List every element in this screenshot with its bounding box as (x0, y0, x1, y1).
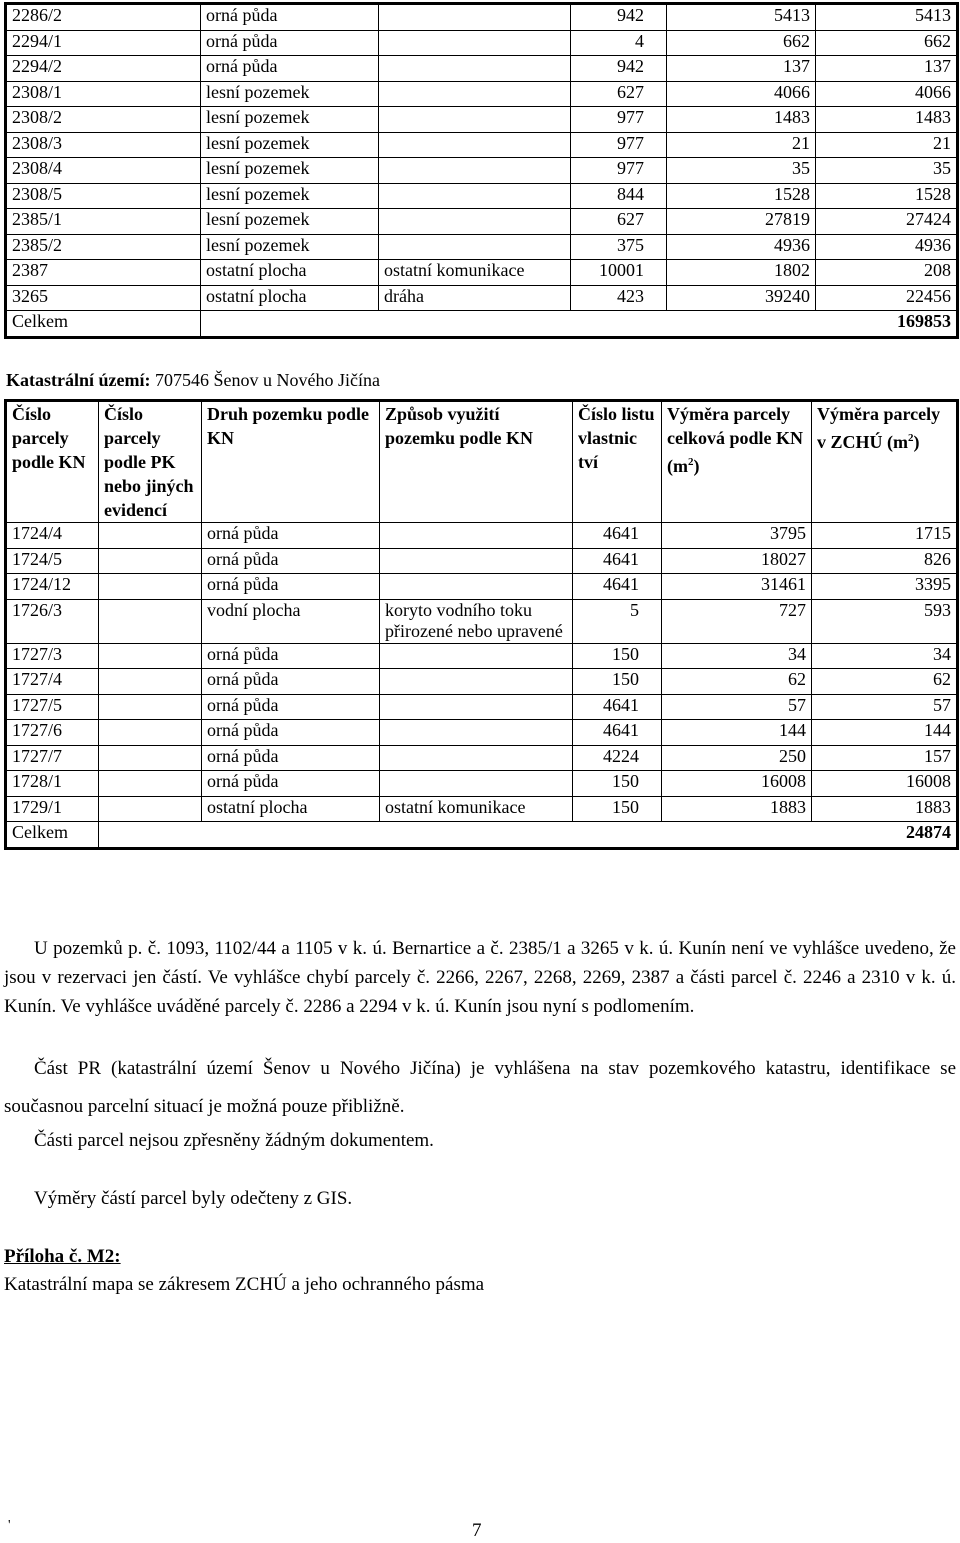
zchu-area: 157 (812, 745, 958, 771)
parcel-number-pk (99, 523, 202, 549)
zchu-area: 662 (816, 30, 958, 56)
note-paragraph-3: Části parcel nejsou zpřesněny žádným dokumentem. (34, 1130, 434, 1151)
parcel-number-kn: 1727/3 (6, 643, 99, 669)
zchu-area: 593 (812, 599, 958, 643)
table-row (6, 158, 958, 184)
land-use (379, 209, 571, 235)
zchu-area: 5413 (816, 4, 958, 31)
table-row (6, 234, 958, 260)
table-row (6, 4, 958, 31)
note-paragraph-2: Část PR (katastrální území Šenov u Nového Jičína) je vyhlášena na stav pozemkového katastru, identifikace se současnou parcelní situací je možná pouze přibližně. (4, 1058, 956, 1117)
land-type: ostatní plocha (201, 260, 379, 286)
total-area: 21 (667, 132, 816, 158)
zchu-area: 1528 (816, 183, 958, 209)
ownership-sheet: 375 (571, 234, 667, 260)
total-area: 1883 (662, 796, 812, 822)
zchu-area: 137 (816, 56, 958, 82)
total-area: 144 (662, 720, 812, 746)
total-area: 137 (667, 56, 816, 82)
total-area: 4066 (667, 81, 816, 107)
parcel-number-pk (99, 720, 202, 746)
zchu-area: 4066 (816, 81, 958, 107)
land-use (379, 132, 571, 158)
land-type: ostatní plocha (201, 285, 379, 311)
total-label: Celkem (6, 822, 99, 849)
land-type: orná půda (202, 694, 380, 720)
land-use (380, 771, 573, 797)
total-area: 4936 (667, 234, 816, 260)
parcel-number: 2294/1 (6, 30, 201, 56)
total-value: 24874 (99, 822, 958, 849)
table-row (6, 720, 958, 746)
total-row (6, 822, 958, 849)
parcel-number: 3265 (6, 285, 201, 311)
land-type: lesní pozemek (201, 234, 379, 260)
table-row (6, 523, 958, 549)
zchu-area: 62 (812, 669, 958, 695)
zchu-area: 208 (816, 260, 958, 286)
parcel-number-pk (99, 599, 202, 643)
total-area: 57 (662, 694, 812, 720)
footer-mark: ' (8, 1518, 11, 1533)
land-type: orná půda (202, 720, 380, 746)
total-area: 727 (662, 599, 812, 643)
parcel-number-pk (99, 548, 202, 574)
parcel-number: 2308/1 (6, 81, 201, 107)
header-ownership-sheet: Číslo listu vlastnic tví (573, 401, 662, 523)
land-type: orná půda (202, 523, 380, 549)
header-total-area (662, 401, 812, 523)
table-row (6, 599, 958, 643)
table-row (6, 30, 958, 56)
zchu-area: 4936 (816, 234, 958, 260)
table-header-row (6, 401, 958, 523)
land-use (380, 643, 573, 669)
total-area: 39240 (667, 285, 816, 311)
zchu-area: 35 (816, 158, 958, 184)
ownership-sheet: 150 (573, 796, 662, 822)
cadastral-area (6, 370, 380, 392)
header-zchu-area (812, 401, 958, 523)
zchu-area: 3395 (812, 574, 958, 600)
header-land-use: Způsob využití pozemku podle KN (380, 401, 573, 523)
header-zchu-area-unit-close: ) (913, 432, 920, 452)
total-area: 662 (667, 30, 816, 56)
ownership-sheet: 150 (573, 643, 662, 669)
land-type: orná půda (201, 4, 379, 31)
land-type: lesní pozemek (201, 158, 379, 184)
land-type: orná půda (202, 669, 380, 695)
parcel-number: 2385/1 (6, 209, 201, 235)
parcel-number: 2308/3 (6, 132, 201, 158)
parcel-number-pk (99, 643, 202, 669)
cadastral-area-label: Katastrální území: (6, 370, 151, 390)
land-type: orná půda (201, 30, 379, 56)
land-use: ostatní komunikace (379, 260, 571, 286)
land-use (380, 523, 573, 549)
table-row (6, 209, 958, 235)
header-land-type: Druh pozemku podle KN (202, 401, 380, 523)
parcel-number-pk (99, 574, 202, 600)
zchu-area: 34 (812, 643, 958, 669)
table-row (6, 81, 958, 107)
land-type: lesní pozemek (201, 183, 379, 209)
land-use: koryto vodního toku přirozené nebo upravené (380, 599, 573, 643)
total-area: 16008 (662, 771, 812, 797)
parcel-number-kn: 1727/6 (6, 720, 99, 746)
page-number: 7 (472, 1520, 482, 1541)
parcel-number-kn: 1727/5 (6, 694, 99, 720)
ownership-sheet: 4 (571, 30, 667, 56)
parcel-number: 2308/5 (6, 183, 201, 209)
land-type: orná půda (202, 574, 380, 600)
parcel-number-pk (99, 669, 202, 695)
land-type: lesní pozemek (201, 132, 379, 158)
land-use: dráha (379, 285, 571, 311)
land-use (379, 30, 571, 56)
parcel-number-kn: 1724/12 (6, 574, 99, 600)
header-total-area-unit-open: (m (667, 456, 688, 476)
parcel-table-body (6, 4, 958, 311)
ownership-sheet: 4641 (573, 720, 662, 746)
ownership-sheet: 4641 (573, 694, 662, 720)
table-row (6, 132, 958, 158)
header-total-area-text: Výměra parcely celková podle KN (667, 404, 804, 448)
parcel-number: 2387 (6, 260, 201, 286)
total-value: 169853 (201, 311, 958, 338)
table-row (6, 574, 958, 600)
parcel-number-kn: 1724/4 (6, 523, 99, 549)
land-use (380, 694, 573, 720)
land-type: vodní plocha (202, 599, 380, 643)
ownership-sheet: 10001 (571, 260, 667, 286)
land-type: ostatní plocha (202, 796, 380, 822)
zchu-area: 1883 (812, 796, 958, 822)
zchu-area: 22456 (816, 285, 958, 311)
total-area: 250 (662, 745, 812, 771)
total-area: 3795 (662, 523, 812, 549)
table-row (6, 285, 958, 311)
parcel-number-kn: 1727/4 (6, 669, 99, 695)
note-paragraph-4: Výměry částí parcel byly odečteny z GIS. (34, 1188, 353, 1209)
table-row (6, 796, 958, 822)
zchu-area: 826 (812, 548, 958, 574)
parcel-number-kn: 1729/1 (6, 796, 99, 822)
table-row (6, 643, 958, 669)
annex-text: Katastrální mapa se zákresem ZCHÚ a jeho ochranného pásma (4, 1274, 485, 1295)
annex-label: Příloha č. M2: (4, 1246, 121, 1267)
ownership-sheet: 977 (571, 158, 667, 184)
parcel-number: 2308/4 (6, 158, 201, 184)
ownership-sheet: 4224 (573, 745, 662, 771)
ownership-sheet: 977 (571, 132, 667, 158)
parcel-number-kn: 1726/3 (6, 599, 99, 643)
header-zchu-area-unit-sup: 2 (908, 432, 914, 444)
header-zchu-area-text: Výměra parcely v ZCHÚ (m (817, 404, 941, 452)
total-label: Celkem (6, 311, 201, 338)
table-row (6, 183, 958, 209)
ownership-sheet: 150 (573, 771, 662, 797)
parcel-number-pk (99, 796, 202, 822)
ownership-sheet: 423 (571, 285, 667, 311)
zchu-area: 21 (816, 132, 958, 158)
ownership-sheet: 844 (571, 183, 667, 209)
ownership-sheet: 5 (573, 599, 662, 643)
table-row (6, 771, 958, 797)
land-use: ostatní komunikace (380, 796, 573, 822)
zchu-area: 27424 (816, 209, 958, 235)
land-type: lesní pozemek (201, 107, 379, 133)
ownership-sheet: 942 (571, 4, 667, 31)
parcel-table-senov (4, 399, 959, 850)
parcel-number-pk (99, 745, 202, 771)
header-total-area-unit-close: ) (693, 456, 700, 476)
cadastral-area-name: 707546 Šenov u Nového Jičína (154, 370, 380, 390)
total-area: 31461 (662, 574, 812, 600)
land-type: orná půda (202, 643, 380, 669)
table-row (6, 694, 958, 720)
land-type: orná půda (202, 548, 380, 574)
ownership-sheet: 4641 (573, 574, 662, 600)
total-area: 34 (662, 643, 812, 669)
land-use (380, 669, 573, 695)
ownership-sheet: 942 (571, 56, 667, 82)
land-type: lesní pozemek (201, 81, 379, 107)
total-area: 35 (667, 158, 816, 184)
land-use (380, 548, 573, 574)
land-use (379, 183, 571, 209)
parcel-number: 2294/2 (6, 56, 201, 82)
land-use (379, 234, 571, 260)
zchu-area: 1483 (816, 107, 958, 133)
land-use (379, 107, 571, 133)
ownership-sheet: 4641 (573, 523, 662, 549)
parcel-number: 2308/2 (6, 107, 201, 133)
zchu-area: 57 (812, 694, 958, 720)
table-row (6, 107, 958, 133)
land-type: orná půda (201, 56, 379, 82)
ownership-sheet: 150 (573, 669, 662, 695)
ownership-sheet: 627 (571, 81, 667, 107)
land-use (380, 574, 573, 600)
total-area: 62 (662, 669, 812, 695)
total-row (6, 311, 958, 338)
parcel-number-pk (99, 694, 202, 720)
land-use (379, 158, 571, 184)
parcel-number-kn: 1724/5 (6, 548, 99, 574)
parcel-table-continued (4, 2, 959, 339)
land-type: lesní pozemek (201, 209, 379, 235)
parcel-number: 2385/2 (6, 234, 201, 260)
land-use (379, 81, 571, 107)
land-use (380, 720, 573, 746)
total-area: 18027 (662, 548, 812, 574)
land-use (379, 56, 571, 82)
ownership-sheet: 977 (571, 107, 667, 133)
table-row (6, 548, 958, 574)
header-parcel-kn: Číslo parcely podle KN (6, 401, 99, 523)
ownership-sheet: 4641 (573, 548, 662, 574)
table-row (6, 260, 958, 286)
total-area: 27819 (667, 209, 816, 235)
zchu-area: 1715 (812, 523, 958, 549)
land-use (380, 745, 573, 771)
total-area: 1483 (667, 107, 816, 133)
table-row (6, 745, 958, 771)
table-row (6, 669, 958, 695)
ownership-sheet: 627 (571, 209, 667, 235)
total-area: 5413 (667, 4, 816, 31)
land-type: orná půda (202, 771, 380, 797)
table-row (6, 56, 958, 82)
total-area: 1528 (667, 183, 816, 209)
parcel-number: 2286/2 (6, 4, 201, 31)
parcel-number-kn: 1727/7 (6, 745, 99, 771)
header-parcel-pk: Číslo parcely podle PK nebo jiných evidencí (99, 401, 202, 523)
note-paragraph-1: U pozemků p. č. 1093, 1102/44 a 1105 v k. ú. Bernartice a č. 2385/1 a 3265 v k. ú. Kunín není ve vyhlášce uvedeno, že jsou v rezervaci jen částí. Ve vyhlášce chybí parcely č. 2266, 2267, 2268, 2269, 2387 a části parcel č. 2246 a 2310 v k. ú. Kunín. Ve vyhlášce uváděné parcely č. 2286 a 2294 v k. ú. Kunín jsou nyní s podlomením. (4, 938, 956, 1017)
zchu-area: 144 (812, 720, 958, 746)
land-use (379, 4, 571, 31)
parcel-table-senov-body (6, 523, 958, 822)
land-type: orná půda (202, 745, 380, 771)
parcel-number-kn: 1728/1 (6, 771, 99, 797)
header-total-area-unit-sup: 2 (688, 456, 694, 468)
zchu-area: 16008 (812, 771, 958, 797)
total-area: 1802 (667, 260, 816, 286)
parcel-number-pk (99, 771, 202, 797)
